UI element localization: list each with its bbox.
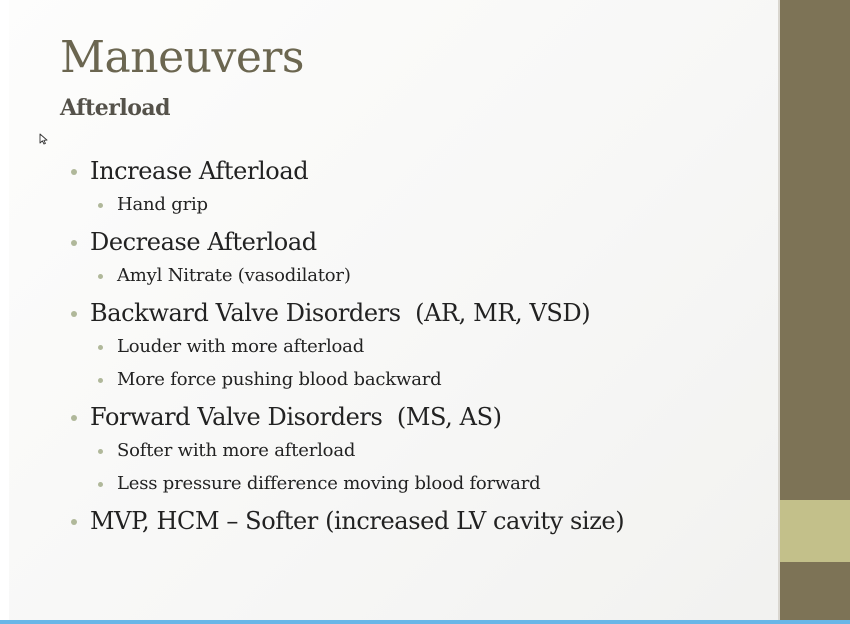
sub-bullet-item (68, 434, 768, 467)
bullet-dot-icon (71, 519, 77, 525)
mouse-pointer-icon (39, 133, 48, 145)
bullet-text: Forward Valve Disorders (MS, AS) (90, 403, 502, 431)
bullet-text: MVP, HCM – Softer (increased LV cavity size) (90, 507, 625, 535)
bullet-dot-icon (71, 311, 77, 317)
bullet-item (68, 400, 768, 434)
bullet-dot-icon (71, 169, 77, 175)
bullet-item (68, 225, 768, 259)
sub-bullet-text: Louder with more afterload (117, 336, 365, 357)
sub-bullet-item (68, 363, 768, 396)
sub-bullet-item (68, 259, 768, 292)
sub-bullet-text: Less pressure difference moving blood forward (117, 473, 541, 494)
sub-bullet-item (68, 188, 768, 221)
sub-bullet-text: Amyl Nitrate (vasodilator) (117, 265, 351, 286)
bottom-accent-line (0, 620, 850, 624)
sub-bullet-text: Softer with more afterload (117, 440, 356, 461)
bullet-dot-icon (98, 203, 103, 208)
slide-left-edge (0, 0, 9, 624)
bullet-dot-icon (98, 345, 103, 350)
bullet-text: Backward Valve Disorders (AR, MR, VSD) (90, 299, 591, 327)
bullet-item (68, 296, 768, 330)
bullet-text: Decrease Afterload (90, 228, 317, 256)
bullet-item (68, 154, 768, 188)
slide-subtitle: Afterload (60, 95, 171, 121)
bullet-dot-icon (98, 449, 103, 454)
bullet-text: Increase Afterload (90, 157, 309, 185)
bullet-item (68, 504, 768, 538)
bullet-dot-icon (98, 274, 103, 279)
bullet-dot-icon (71, 415, 77, 421)
bullet-dot-icon (98, 378, 103, 383)
sub-bullet-text: More force pushing blood backward (117, 369, 442, 390)
slide-title: Maneuvers (60, 32, 305, 83)
sub-bullet-item (68, 330, 768, 363)
sub-bullet-text: Hand grip (117, 194, 208, 215)
sub-bullet-item (68, 467, 768, 500)
bullet-dot-icon (98, 482, 103, 487)
bullet-dot-icon (71, 240, 77, 246)
side-accent-block (780, 500, 850, 562)
bullet-list (68, 150, 768, 538)
